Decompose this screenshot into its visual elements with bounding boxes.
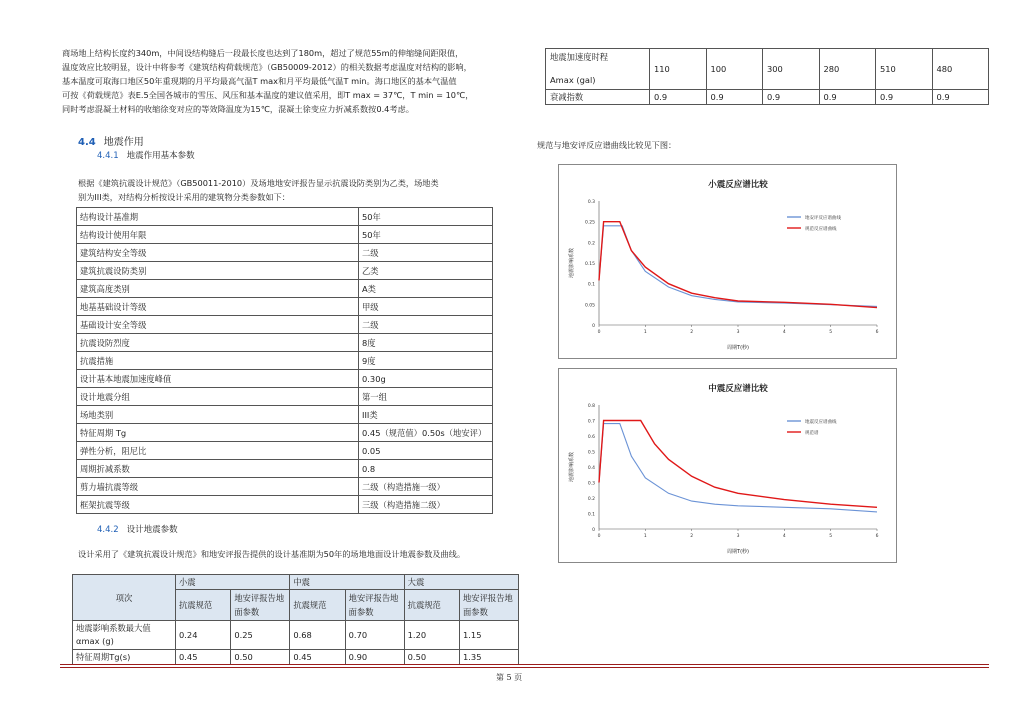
table-cell: 100 (706, 49, 763, 90)
table-cell: 0.9 (932, 90, 989, 105)
chart-svg (559, 165, 896, 358)
x-tick-label: 1 (643, 330, 647, 335)
section-title: 地震作用 (103, 137, 144, 148)
group-header: 小震 (176, 575, 290, 590)
x-tick-label: 4 (782, 534, 786, 539)
chart-title: 中震反应谱比较 (708, 384, 768, 394)
x-tick-label: 3 (736, 534, 740, 539)
parameter-name: 剪力墙抗震等级 (77, 478, 359, 496)
parameter-name: 地基基础设计等级 (77, 298, 359, 316)
intro-line: 可按《荷载规范》表E.5全国各城市的雪压、风压和基本温度的建议值采用，即T max = 37℃，T min = 10℃， (62, 90, 474, 100)
parameter-name: 建筑高度类别 (77, 280, 359, 298)
group-header: 中震 (290, 575, 404, 590)
table-cell: 0.25 (231, 621, 290, 650)
parameter-value: 第一组 (359, 388, 493, 406)
table-row (77, 370, 493, 388)
y-tick-label: 0.7 (587, 419, 595, 425)
section-heading-4-4-1 (97, 149, 195, 161)
table-cell: 0.90 (345, 650, 404, 665)
legend-label: 规范反应谱曲线 (805, 227, 837, 232)
paragraph-line: 根据《建筑抗震设计规范》（GB50011-2010）及场地地安评报告显示抗震设防类别为乙类，场地类 (78, 178, 439, 188)
x-tick-label: 1 (643, 534, 647, 539)
y-tick-label: 0.3 (587, 200, 595, 205)
y-tick-label: 0.2 (587, 241, 595, 247)
parameter-value: 0.05 (359, 442, 493, 460)
y-tick-label: 0 (592, 324, 595, 329)
table-cell: 0.68 (290, 621, 345, 650)
table-row (77, 424, 493, 442)
table-row (77, 388, 493, 406)
table-row (77, 262, 493, 280)
row-label: 衰减指数 (546, 90, 650, 105)
parameter-name: 框架抗震等级 (77, 496, 359, 514)
design-seismic-parameter-table (72, 574, 519, 665)
parameter-value: 二级 (359, 316, 493, 334)
x-tick-label: 0 (597, 330, 601, 335)
series-line-1 (599, 424, 877, 512)
y-tick-label: 0 (592, 528, 595, 533)
intro-line: 温度效应比较明显，设计中将参考《建筑结构荷载规范》（GB50009-2012）的相关数据考虑温度对结构的影响， (62, 62, 472, 72)
table-cell: 300 (763, 49, 820, 90)
table-cell: 510 (876, 49, 933, 90)
table-cell: 0.9 (706, 90, 763, 105)
x-tick-label: 2 (690, 330, 694, 335)
sub-header: 抗震规范 (176, 590, 231, 621)
caption-text: 规范与地安评反应谱曲线比较见下图： (537, 140, 677, 150)
y-tick-label: 0.4 (587, 466, 595, 471)
row-label: 特征周期Tg(s) (73, 650, 176, 665)
table-cell: 480 (932, 49, 989, 90)
table-cell: 0.9 (763, 90, 820, 105)
parameter-name: 周期折减系数 (77, 460, 359, 478)
section-number: 4.4.1 (97, 151, 119, 161)
y-axis-label: 地震影响系数 (569, 247, 575, 279)
table-cell: 0.24 (176, 621, 231, 650)
section-heading-4-4-2 (97, 523, 178, 535)
parameter-value: 50年 (359, 226, 493, 244)
table-row (77, 244, 493, 262)
paragraph-442 (78, 547, 465, 561)
y-tick-label: 0.5 (587, 450, 595, 456)
table-row (77, 280, 493, 298)
legend-label: 地震反应谱曲线 (805, 420, 837, 425)
paragraph-441 (78, 176, 518, 204)
y-tick-label: 0.6 (587, 435, 595, 440)
table-row (77, 442, 493, 460)
section-title: 设计地震参数 (126, 525, 178, 535)
table-row (77, 226, 493, 244)
table-cell: 1.35 (460, 650, 519, 665)
group-header: 大震 (404, 575, 518, 590)
row-label-top: 地震加速度时程 (550, 52, 609, 62)
section-number: 4.4 (78, 137, 96, 148)
parameter-name: 设计地震分组 (77, 388, 359, 406)
row-label-bottom: Amax (gal) (550, 75, 596, 85)
table-cell: 0.45 (176, 650, 231, 665)
row-label: 地震影响系数最大值αmax (g) (73, 621, 176, 650)
y-tick-label: 0.2 (587, 497, 595, 502)
parameter-value: 三级（构造措施二级） (359, 496, 493, 514)
x-tick-label: 3 (736, 330, 740, 335)
parameter-name: 结构设计使用年限 (77, 226, 359, 244)
y-tick-label: 0.15 (584, 262, 595, 267)
parameter-name: 弹性分析，阻尼比 (77, 442, 359, 460)
parameter-name: 设计基本地震加速度峰值 (77, 370, 359, 388)
table-row (77, 406, 493, 424)
paragraph-line: 设计采用了《建筑抗震设计规范》和地安评报告提供的设计基准期为50年的场地地面设计地震参数及曲线。 (78, 549, 466, 559)
table-cell: 1.20 (404, 621, 459, 650)
table-cell: 0.9 (876, 90, 933, 105)
y-tick-label: 0.8 (587, 404, 595, 409)
chart-title: 小震反应谱比较 (708, 180, 768, 190)
intro-line: 商场地上结构长度约340m，中间设结构缝后一段最长度也达到了180m，超过了规范55m的伸缩缝间距限值， (62, 48, 464, 58)
parameter-value: 二级（构造措施一级） (359, 478, 493, 496)
parameter-value: 乙类 (359, 262, 493, 280)
table-cell: 0.70 (345, 621, 404, 650)
table-row (77, 208, 493, 226)
parameter-value: 9度 (359, 352, 493, 370)
parameter-value: 50年 (359, 208, 493, 226)
table-row (77, 352, 493, 370)
parameter-name: 抗震设防烈度 (77, 334, 359, 352)
footer-rule (60, 664, 989, 665)
series-line-2 (599, 421, 877, 508)
page-number: 第 5 页 (496, 673, 523, 682)
parameter-value: 0.45（规范值）0.50s（地安评） (359, 424, 493, 442)
comparison-caption (537, 138, 676, 152)
legend-label: 地安评反应谱曲线 (805, 216, 841, 221)
x-axis-label: 周期T(秒) (727, 549, 749, 555)
y-tick-label: 0.1 (587, 512, 595, 518)
parameter-value: III类 (359, 406, 493, 424)
parameter-name: 场地类别 (77, 406, 359, 424)
parameter-value: 0.8 (359, 460, 493, 478)
y-tick-label: 0.3 (587, 481, 595, 487)
table-row (77, 496, 493, 514)
table-row (77, 478, 493, 496)
item-header: 项次 (73, 575, 176, 621)
table-cell: 0.50 (404, 650, 459, 665)
table-cell: 0.9 (650, 90, 707, 105)
parameter-name: 建筑结构安全等级 (77, 244, 359, 262)
x-tick-label: 5 (829, 330, 833, 335)
legend-label: 规范谱 (805, 431, 819, 436)
table-cell: 110 (650, 49, 707, 90)
intro-line: 基本温度可取海口地区50年重现期的月平均最高气温T max和月平均最低气温T min。海口地区的基本气温值 (62, 76, 457, 86)
chart-svg (559, 369, 896, 562)
parameter-name: 结构设计基准期 (77, 208, 359, 226)
table-row (77, 334, 493, 352)
table-row (77, 298, 493, 316)
parameter-value: 0.30g (359, 370, 493, 388)
parameter-value: 甲级 (359, 298, 493, 316)
x-tick-label: 2 (690, 534, 694, 539)
x-tick-label: 6 (875, 330, 879, 335)
table-cell: 0.45 (290, 650, 345, 665)
moderate-quake-spectrum-chart (558, 368, 897, 563)
table-cell: 0.9 (819, 90, 876, 105)
sub-header: 抗震规范 (404, 590, 459, 621)
y-tick-label: 0.05 (584, 303, 595, 309)
paragraph-line: 别为III类，对结构分析按设计采用的建筑物分类参数如下： (78, 192, 290, 202)
y-tick-label: 0.1 (587, 282, 595, 288)
seismic-parameter-table (76, 207, 493, 514)
x-tick-label: 6 (875, 534, 879, 539)
table-row (77, 316, 493, 334)
section-heading-4-4 (78, 133, 144, 148)
x-axis-label: 周期T(秒) (727, 345, 749, 351)
series-line-1 (599, 226, 877, 307)
section-number: 4.4.2 (97, 525, 119, 535)
footer-rule (60, 667, 989, 668)
x-tick-label: 4 (782, 330, 786, 335)
table-cell: 280 (819, 49, 876, 90)
sub-header: 地安评报告地面参数 (460, 590, 519, 621)
parameter-value: 8度 (359, 334, 493, 352)
parameter-value: A类 (359, 280, 493, 298)
table-cell: 1.15 (460, 621, 519, 650)
sub-header: 地安评报告地面参数 (345, 590, 404, 621)
table-cell: 0.50 (231, 650, 290, 665)
sub-header: 地安评报告地面参数 (231, 590, 290, 621)
sub-header: 抗震规范 (290, 590, 345, 621)
x-tick-label: 0 (597, 534, 601, 539)
parameter-name: 特征周期 Tg (77, 424, 359, 442)
parameter-name: 建筑抗震设防类别 (77, 262, 359, 280)
intro-line: 同时考虑混凝土材料的收缩徐变对应的等效降温度为15℃，混凝土徐变应力折减系数按0.4考虑。 (62, 104, 414, 114)
time-history-table (545, 48, 989, 105)
y-axis-label: 地震影响系数 (569, 451, 575, 483)
parameter-value: 二级 (359, 244, 493, 262)
section-title: 地震作用基本参数 (126, 151, 195, 161)
y-tick-label: 0.25 (584, 220, 595, 226)
small-quake-spectrum-chart (558, 164, 897, 359)
parameter-name: 基础设计安全等级 (77, 316, 359, 334)
x-tick-label: 5 (829, 534, 833, 539)
parameter-name: 抗震措施 (77, 352, 359, 370)
row-label (546, 49, 650, 90)
table-row (77, 460, 493, 478)
intro-paragraph (62, 46, 520, 116)
